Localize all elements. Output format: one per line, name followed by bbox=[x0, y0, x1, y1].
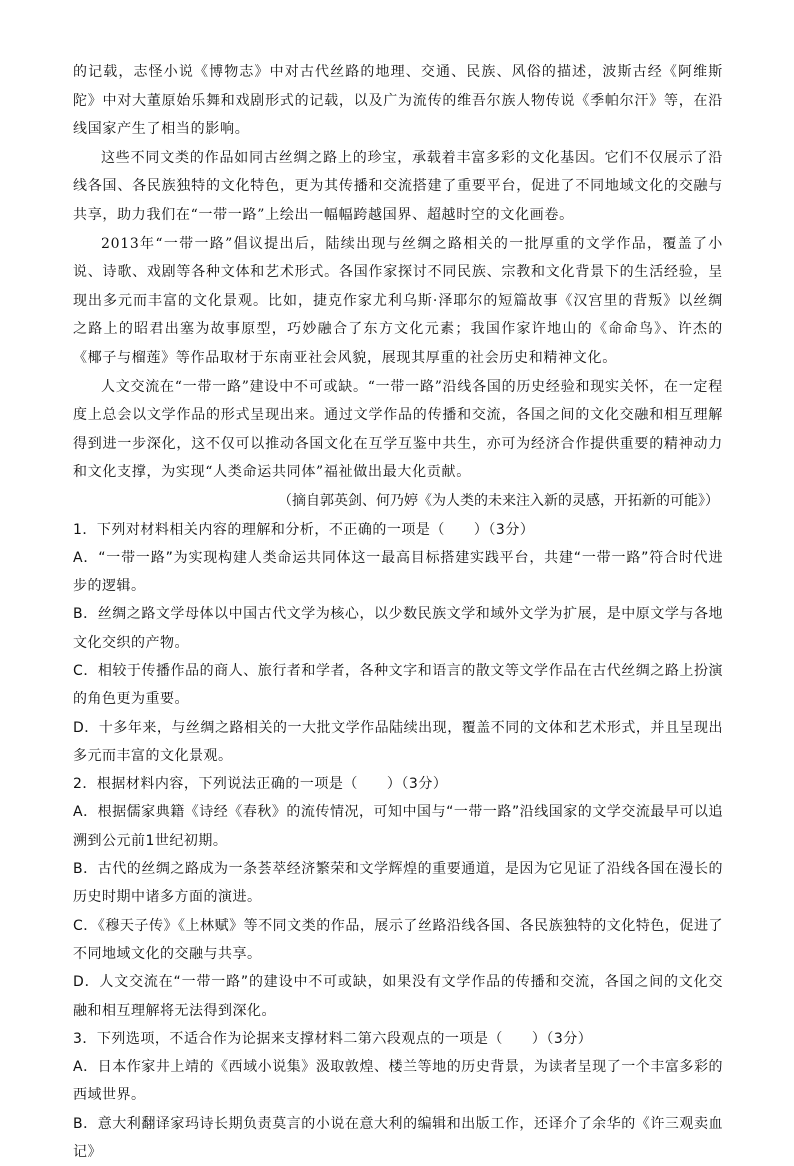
question-2-option-a: A．根据儒家典籍《诗经《春秋》的流传情况，可知中国与“一带一路”沿线国家的文学交流最早可以追溯到公元前1世纪初期。 bbox=[73, 798, 723, 855]
question-3-stem: 3．下列选项，不适合作为论据来支撑材料二第六段观点的一项是（ ）（3分） bbox=[73, 1025, 723, 1053]
passage-paragraph-4: 人文交流在“一带一路”建设中不可或缺。“一带一路”沿线各国的历史经验和现实关怀，在一定程度上总会以文学作品的形式呈现出来。通过文学作品的传播和交流，各国之间的文化交融和相互理解得到进一步深化，这不仅可以推动各国文化在互学互鉴中共生，亦可为经济合作提供重要的精神动力和文化支撑，为实现“人类命运共同体”福祉做出最大化贡献。 bbox=[73, 373, 723, 487]
question-2-stem: 2．根据材料内容，下列说法正确的一项是（ ）（3分） bbox=[73, 770, 723, 798]
question-1-stem: 1．下列对材料相关内容的理解和分析，不正确的一项是（ ）（3分） bbox=[73, 516, 723, 544]
question-list bbox=[73, 516, 723, 1166]
question-1-option-a: A．“一带一路”为实现构建人类命运共同体这一最高目标搭建实践平台，共建“一带一路”符合时代进步的逻辑。 bbox=[73, 544, 723, 601]
question-1-option-d: D．十多年来，与丝绸之路相关的一大批文学作品陆续出现，覆盖不同的文体和艺术形式，并且呈现出多元而丰富的文化景观。 bbox=[73, 714, 723, 771]
question-2-option-d: D．人文交流在“一带一路”的建设中不可或缺，如果没有文学作品的传播和交流，各国之间的文化交融和相互理解将无法得到深化。 bbox=[73, 968, 723, 1025]
question-1-option-b: B．丝绸之路文学母体以中国古代文学为核心，以少数民族文学和域外文学为扩展，是中原文学与各地文化交织的产物。 bbox=[73, 600, 723, 657]
passage-paragraph-1: 的记载，志怪小说《博物志》中对古代丝路的地理、交通、民族、风俗的描述，波斯古经《阿维斯陀》中对大董原始乐舞和戏剧形式的记载，以及广为流传的维吾尔族人物传说《季帕尔汗》等，在沿线国家产生了相当的影响。 bbox=[73, 58, 723, 144]
question-2-option-c: C．《穆天子传》《上林赋》等不同文类的作品，展示了丝路沿线各国、各民族独特的文化特色，促进了不同地域文化的交融与共享。 bbox=[73, 912, 723, 969]
question-1-option-c: C．相较于传播作品的商人、旅行者和学者，各种文字和语言的散文等文学作品在古代丝绸之路上扮演的角色更为重要。 bbox=[73, 657, 723, 714]
question-2-option-b: B．古代的丝绸之路成为一条荟萃经济繁荣和文学辉煌的重要通道，是因为它见证了沿线各国在漫长的历史时期中诸多方面的演进。 bbox=[73, 855, 723, 912]
question-1 bbox=[73, 516, 723, 771]
question-3-option-b: B．意大利翻译家玛诗长期负责莫言的小说在意大利的编辑和出版工作，还译介了余华的《许三观卖血记》 bbox=[73, 1110, 723, 1166]
reading-passage bbox=[73, 58, 723, 516]
question-3-option-a: A．日本作家井上靖的《西域小说集》汲取敦煌、楼兰等地的历史背景，为读者呈现了一个丰富多彩的西域世界。 bbox=[73, 1053, 723, 1110]
passage-source-citation: （摘自郭英剑、何乃婷《为人类的未来注入新的灵感，开拓新的可能》） bbox=[73, 487, 723, 516]
passage-paragraph-3: 2013年“一带一路”倡议提出后，陆续出现与丝绸之路相关的一批厚重的文学作品，覆盖了小说、诗歌、戏剧等各种文体和艺术形式。各国作家探讨不同民族、宗教和文化背景下的生活经验，呈现出多元而丰富的文化景观。比如，捷克作家尤利乌斯·泽耶尔的短篇故事《汉宫里的背叛》以丝绸之路上的昭君出塞为故事原型，巧妙融合了东方文化元素；我国作家许地山的《命命鸟》、许杰的《椰子与榴莲》等作品取材于东南亚社会风貌，展现其厚重的社会历史和精神文化。 bbox=[73, 230, 723, 373]
passage-paragraph-2: 这些不同文类的作品如同古丝绸之路上的珍宝，承载着丰富多彩的文化基因。它们不仅展示了沿线各国、各民族独特的文化特色，更为其传播和交流搭建了重要平台，促进了不同地域文化的交融与共享，助力我们在“一带一路”上绘出一幅幅跨越国界、超越时空的文化画卷。 bbox=[73, 144, 723, 230]
document-page bbox=[73, 58, 723, 1166]
question-2 bbox=[73, 770, 723, 1025]
question-3 bbox=[73, 1025, 723, 1166]
